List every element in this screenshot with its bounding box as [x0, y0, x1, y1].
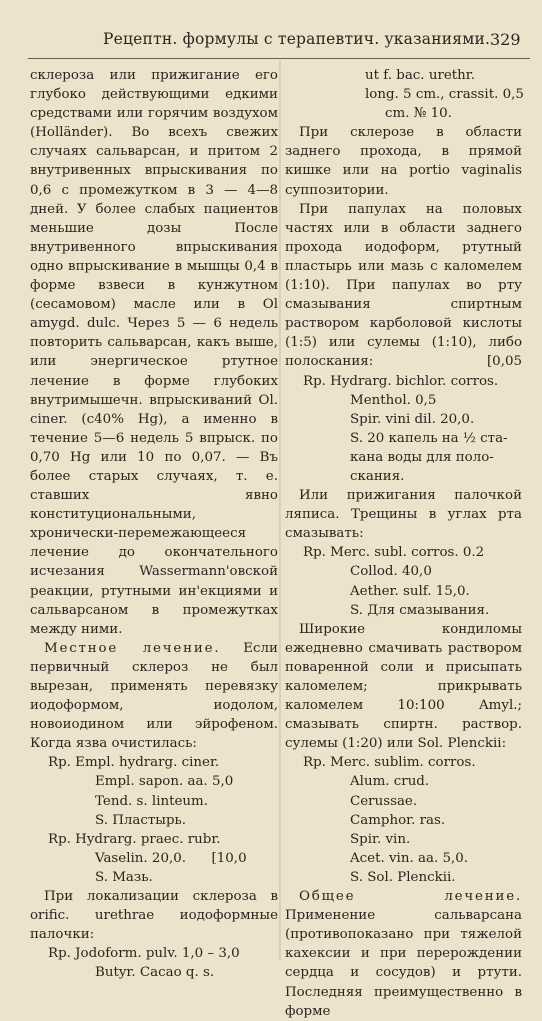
rx-line: Tend. s. linteum. — [95, 793, 208, 809]
left-column — [30, 66, 278, 983]
paragraph-salvarsan-treatment: склероза или прижигание его глубоко действующими едкими средствами или горячим воздухом (Holländer). Во всехъ свежих случаях сальварсан, и притом 2 внутривенных впрыскивания по 0,6 с промежутком в 3 — 4—8 дней. У более слабых пациентов меньшие дозы После внутривенного впрыскивания одно впрыскивание в мышцы 0,4 в форме взвеси в кунжутном (сесамовом) масле или в Ol amygd. dulc. Через 5 — 6 недель повторить сальварсан, какъ выше, или энергическое ртутное лечение в форме глубоких внутримышечн. впрыскиваний Ol. ciner. (с40% Hg), а именно в течение 5—6 недель 5 впрыск. по 0,70 Hg или 10 по 0,07. — Въ более старых случаях, т. е. ставших явно конституциональными, хронически-перемежающееся лечение до окончательного исчезания Wassermann'овской реакции, ртутными ин'екциями и сальварсаном в промежутках между ними. — [30, 68, 278, 637]
rx-line: скания. — [350, 468, 405, 484]
rx-line: Rp. Hydrarg. praec. rubr. — [48, 831, 221, 847]
rx-line: Rp. Jodoform. pulv. 1,0 – 3,0 — [48, 946, 240, 962]
paragraph-urethra-localization: При локализации склероза в orific. urethrae иодоформные палочки: — [30, 889, 278, 943]
rx-line: ut f. bac. urethr. — [365, 68, 475, 83]
prescription-mercury-ointment — [30, 830, 278, 887]
rx-line: Acet. vin. aa. 5,0. — [350, 850, 469, 866]
rx-line-tag: [10,0 — [211, 850, 247, 866]
rx-line: S. Sol. Plenckii. — [350, 869, 456, 885]
rx-line: Rp. Hydrarg. bichlor. corros. — [303, 373, 499, 389]
paragraph-local-treatment-text: Если первичный склероз не был вырезан, применять перевязку иодоформом, иодолом, новоиодином или эйрофеном. Когда язва очистилась: — [30, 640, 278, 752]
page-number: 329 — [490, 30, 521, 49]
paragraph-general-treatment — [285, 887, 522, 1021]
rx-line: Butyr. Cacao q. s. — [95, 965, 215, 981]
heading-local-treatment: Местное лечение. — [44, 640, 221, 656]
prescription-sublimate-rinse — [285, 372, 522, 487]
prescription-plenck-solution — [285, 753, 522, 887]
rx-line: cm. № 10. — [385, 106, 452, 122]
rx-line: Camphor. ras. — [350, 812, 446, 828]
rx-line: Empl. sapon. aa. 5,0 — [95, 774, 234, 790]
rx-line: Rp. Merc. sublim. corros. — [303, 755, 476, 771]
paragraph-condylomas: Широкие кондиломы ежедневно смачивать раствором поваренной соли и присыпать каломелем; прикрывать каломелем 10:100 Amyl.; смазывать спиртн. раствор. сулемы (1:20) или Sol. Plenckii: — [285, 621, 522, 752]
rx-line: S. Мазь. — [95, 869, 153, 885]
rx-line: Rp. Merc. subl. corros. 0.2 — [303, 545, 485, 561]
rx-line: S. 20 капель на ½ ста- — [350, 430, 508, 446]
rx-line: Aether. sulf. 15,0. — [350, 583, 470, 599]
header-rule — [28, 58, 530, 59]
rx-line — [30, 849, 278, 868]
rx-line: S. Пластырь. — [95, 812, 187, 828]
paragraph-papules-text: При папулах на половых частях или в области заднего прохода иодоформ, ртутный пластырь или мазь с каломелем (1:10). При папулах во рту смазывания спиртным раствором карболовой кислоты (1:5) или сулемы (1:10), либо полоскания: — [285, 201, 522, 370]
rx-line: Rp. Empl. hydrarg. ciner. — [48, 755, 220, 771]
rx-dose-tag: [0,05 — [486, 354, 522, 370]
paragraph-lapis-cautery: Или прижигания палочкой ляписа. Трещины в углах рта смазывать: — [285, 488, 522, 542]
rx-line: S. Для смазывания. — [350, 602, 490, 618]
paragraph-anal-sclerosis: При склерозе в области заднего прохода, в прямой кишке или на portio vaginalis суппозитории. — [285, 125, 522, 198]
running-header — [0, 30, 542, 54]
rx-line: Alum. crud. — [350, 774, 430, 790]
rx-line: кана воды для поло- — [350, 449, 494, 465]
rx-line: long. 5 cm., crassit. 0,5 — [365, 87, 524, 103]
rx-line: Spir. vini dil. 20,0. — [350, 411, 475, 427]
rx-line: Spir. vin. — [350, 831, 411, 847]
paragraph-general-treatment-text: Применение сальварсана (противопоказано при тяжелой кахексии и при перерождении сердца и сосудов) и ртути. Последняя преимущественно в форме — [285, 908, 522, 1019]
rx-line: Collod. 40,0 — [350, 564, 432, 580]
heading-general-treatment: Общее лечение. — [299, 889, 522, 905]
right-column — [285, 66, 522, 1021]
prescription-iodoform-sticks — [30, 944, 278, 982]
rx-line: Menthol. 0,5 — [350, 392, 437, 408]
prescription-continuation — [285, 66, 522, 123]
running-title: Рецептн. формулы с терапевтич. указаниями. — [103, 30, 491, 48]
prescription-mercury-plaster — [30, 753, 278, 829]
prescription-collodion — [285, 543, 522, 619]
rx-line: Cerussae. — [350, 793, 418, 809]
paragraph-local-treatment — [30, 639, 278, 754]
paragraph-papules — [285, 200, 522, 372]
rx-line-text: Vaselin. 20,0. — [95, 850, 186, 866]
page-fold-shadow — [279, 60, 281, 960]
